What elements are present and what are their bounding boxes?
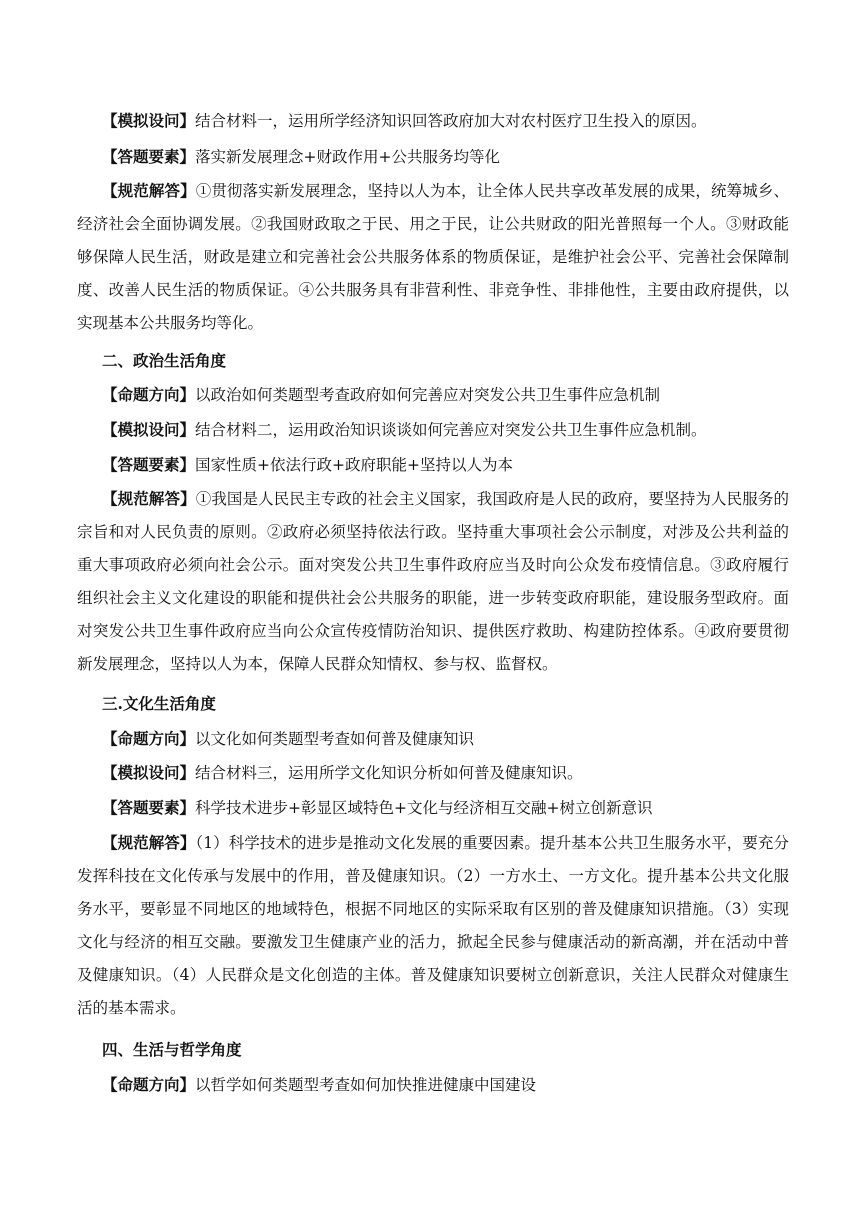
label-answer-elements: 【答题要素】	[102, 147, 196, 166]
standard-answer-2	[77, 482, 789, 681]
answer-elements-2	[77, 448, 789, 482]
paragraph-text: （1）科学技术的进步是推动文化发展的重要因素。提升基本公共卫生服务水平，要充分发挥科技在文化传承与发展中的作用，普及健康知识。（2）一方水土、一方文化。提升基本公共文化服务水平，要彰显不同地区的地域特色，根据不同地区的实际采取有区别的普及健康知识措施。（3）实现文化与经济的相互交融。要激发卫生健康产业的活力，掀起全民参与健康活动的新高潮，并在活动中普及健康知识。（4）人民群众是文化创造的主体。普及健康知识要树立创新意识，关注人民群众对健康生活的基本需求。	[77, 834, 789, 1017]
paragraph-text: 落实新发展理念+财政作用+公共服务均等化	[195, 148, 500, 166]
label-simulated-question: 【模拟设问】	[102, 763, 196, 782]
section-heading-culture: 三.文化生活角度	[102, 694, 216, 713]
paragraph-text: ①我国是人民民主专政的社会主义国家，我国政府是人民的政府，要坚持为人民服务的宗旨和对人民负责的原则。②政府必须坚持依法行政。坚持重大事项社会公示制度，对涉及公共利益的重大事项政府必须向社会公示。面对突发公共卫生事件政府应当及时向公众发布疫情信息。③政府履行组织社会主义文化建设的职能和提供社会公共服务的职能，进一步转变政府职能，建设服务型政府。面对突发公共卫生事件政府应当向公众宣传疫情防治知识、提供医疗救助、构建防控体系。④政府要贯彻新发展理念，坚持以人为本，保障人民群众知情权、参与权、监督权。	[77, 490, 789, 673]
label-answer-elements: 【答题要素】	[102, 455, 196, 474]
label-standard-answer: 【规范解答】	[102, 181, 196, 200]
standard-answer-3	[77, 826, 789, 1025]
paragraph-text: 以文化如何类题型考查如何普及健康知识	[195, 730, 475, 748]
standard-answer-1	[77, 174, 789, 340]
answer-elements-1	[77, 140, 789, 174]
label-standard-answer: 【规范解答】	[102, 489, 196, 508]
label-proposition-direction: 【命题方向】	[102, 1075, 196, 1094]
simulated-question-3	[77, 756, 789, 790]
paragraph-text: 结合材料一，运用所学经济知识回答政府加大对农村医疗卫生投入的原因。	[195, 112, 707, 130]
paragraph-text: 结合材料二，运用政治知识谈谈如何完善应对突发公共卫生事件应急机制。	[195, 421, 707, 439]
paragraph-text: 科学技术进步+彰显区域特色+文化与经济相互交融+树立创新意识	[195, 799, 653, 817]
simulated-question-1	[77, 104, 789, 138]
label-standard-answer: 【规范解答】	[102, 833, 196, 852]
proposition-direction-3	[77, 722, 789, 756]
paragraph-text: 以哲学如何类题型考查如何加快推进健康中国建设	[195, 1076, 537, 1094]
section-heading-politics: 二、政治生活角度	[102, 351, 227, 370]
label-answer-elements: 【答题要素】	[102, 798, 196, 817]
proposition-direction-4	[77, 1068, 789, 1102]
answer-elements-3	[77, 791, 789, 825]
label-proposition-direction: 【命题方向】	[102, 729, 196, 748]
label-proposition-direction: 【命题方向】	[102, 385, 196, 404]
label-simulated-question: 【模拟设问】	[102, 420, 196, 439]
paragraph-text: 国家性质+依法行政+政府职能+坚持以人为本	[195, 456, 513, 474]
label-simulated-question: 【模拟设问】	[102, 111, 196, 130]
proposition-direction-2	[77, 378, 789, 412]
paragraph-text: ①贯彻落实新发展理念，坚持以人为本，让全体人民共享改革发展的成果，统筹城乡、经济社会全面协调发展。②我国财政取之于民、用之于民，让公共财政的阳光普照每一个人。③财政能够保障人民生活，财政是建立和完善社会公共服务体系的物质保证，是维护社会公平、完善社会保障制度、改善人民生活的物质保证。④公共服务具有非营利性、非竞争性、非排他性，主要由政府提供，以实现基本公共服务均等化。	[77, 182, 789, 332]
paragraph-text: 结合材料三，运用所学文化知识分析如何普及健康知识。	[195, 764, 583, 782]
simulated-question-2	[77, 413, 789, 447]
paragraph-text: 以政治如何类题型考查政府如何完善应对突发公共卫生事件应急机制	[195, 386, 661, 404]
section-heading-philosophy: 四、生活与哲学角度	[102, 1040, 242, 1059]
